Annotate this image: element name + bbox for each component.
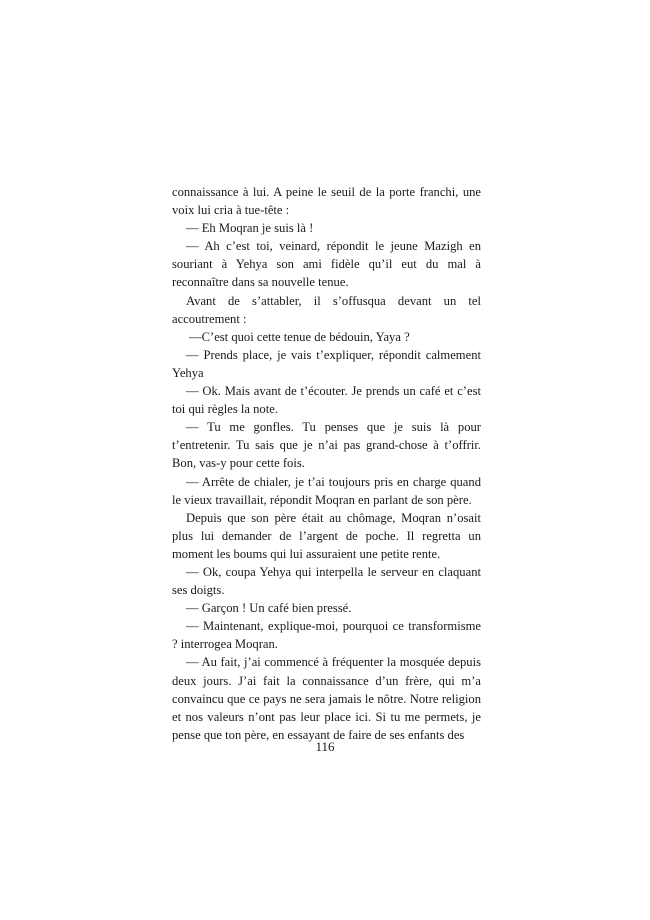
body-text <box>172 183 481 744</box>
paragraph: — Tu me gonfles. Tu penses que je suis là pour t’entretenir. Tu sais que je n’ai pas grand-chose à t’offrir. Bon, vas-y pour cette fois. <box>172 420 481 471</box>
paragraph: — Ok. Mais avant de t’écouter. Je prends un café et c’est toi qui règles la note. <box>172 384 481 417</box>
paragraph: — Prends place, je vais t’expliquer, répondit calmement Yehya <box>172 347 481 380</box>
paragraph: connaissance à lui. A peine le seuil de la porte franchi, une voix lui cria à tue-tête : <box>172 185 481 218</box>
page-number: 116 <box>315 739 335 754</box>
paragraph: — Arrête de chialer, je t’ai toujours pris en charge quand le vieux travaillait, répondit Moqran en parlant de son père. <box>172 474 481 507</box>
paragraph: Depuis que son père était au chômage, Moqran n’osait plus lui demander de l’argent de poche. Il regretta un moment les boums qui lui assuraient une petite rente. <box>172 510 481 561</box>
paragraph: — Ah c’est toi, veinard, répondit le jeune Mazigh en souriant à Yehya son ami fidèle qu’il eut du mal à reconnaître dans sa nouvelle tenue. <box>172 239 481 290</box>
paragraph: — Ok, coupa Yehya qui interpella le serveur en claquant ses doigts. <box>172 564 481 598</box>
paragraph: — Eh Moqran je suis là ! <box>186 221 314 236</box>
paragraph: Avant de s’attabler, il s’offusqua devant un tel accoutrement : <box>172 293 481 326</box>
paragraph: — Maintenant, explique-moi, pourquoi ce transformisme ? interrogea Moqran. <box>172 619 481 652</box>
paragraph: — Au fait, j’ai commencé à fréquenter la mosquée depuis deux jours. J’ai fait la connaissance d’un frère, qui m’a convaincu que ce pays ne sera jamais le nôtre. Notre religion et nos valeurs n’ont pas leur place ici. Si tu me permets, je pense que ton père, en essayant de faire de ses enfants des <box>172 655 481 742</box>
paragraph: — Garçon ! Un café bien pressé. <box>186 601 352 616</box>
paragraph: —C’est quoi cette tenue de bédouin, Yaya ? <box>189 329 410 344</box>
